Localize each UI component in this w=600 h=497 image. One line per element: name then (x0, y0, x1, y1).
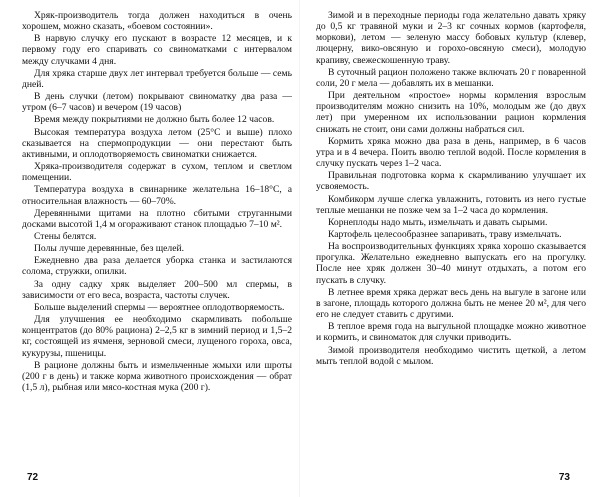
paragraph: Больше выделений спермы — вероятнее оплодотворяемость. (34, 301, 285, 313)
paragraph: Зимой и в переходные периоды года желательно давать хряку до 0,5 кг травяной муки и 2–3 кг сочных кормов (картофеля, моркови), летом — зеленую массу бобовых культур (клевер, люцерну, вико-овсяную и горохо-овсяную смеси), молодую крапиву, свежескошенную траву. (316, 10, 586, 66)
paragraph: Картофель целесообразнее запаривать, траву измельчать. (328, 228, 562, 240)
paragraph: Для хряка старше двух лет интервал требуется больше — семь дней. (22, 67, 292, 90)
paragraph: При деятельном «простое» нормы кормления взрослым производителям можно снизить на 10%, молодым же (до двух лет) при умеренном их использовании рацион кормления снижать не стоит, они сами должны набраться сил. (316, 90, 586, 135)
page-number: 72 (27, 472, 39, 483)
paragraph: В рационе должны быть и измельченные жмыхи или шроты (200 г в день) и также корма животного происхождения — обрат (1,5 л), рыбная или мясо-костная мука (200 г). (22, 359, 292, 393)
paragraph: На воспроизводительных функциях хряка хорошо сказывается прогулка. Желательно ежедневно выпускать его на прогулку. После нее хряк должен 30–40 минут отдыхать, а потом его пускать в случку. (316, 241, 586, 286)
paragraph: Хряка-производителя содержат в сухом, теплом и светлом помещении. (22, 161, 292, 184)
paragraph: За одну садку хряк выделяет 200–500 мл спермы, в зависимости от его веса, возраста, частоты случек. (22, 278, 292, 301)
paragraph: В день случки (летом) покрывают свиноматку два раза — утром (6–7 часов) и вечером (19 часов) (22, 91, 292, 114)
paragraph: Высокая температура воздуха летом (25°С и выше) плохо сказывается на спермопродукции — они перестают быть активными, и оплодотворяемость свиноматки снижается. (22, 126, 292, 160)
paragraph: Кормить хряка можно два раза в день, например, в 6 часов утра и в 4 вечера. Поить вволю теплой водой. После кормления в случку пускать через 1–2 часа. (316, 135, 586, 170)
paragraph: Время между покрытиями не должно быть более 12 часов. (34, 114, 275, 126)
paragraph: Стены белятся. (34, 230, 97, 242)
page-number: 73 (558, 472, 570, 483)
paragraph: Хряк-производитель тогда должен находиться в очень хорошем, можно сказать, «боевом состоянии». (22, 10, 292, 33)
paragraph: Полы лучше деревянные, без щелей. (34, 243, 185, 255)
paragraph: Ежедневно два раза делается уборка станка и застилаются солома, стружки, опилки. (22, 255, 292, 278)
paragraph: Зимой производителя необходимо чистить щеткой, а летом мыть теплой водой с мылом. (316, 344, 586, 367)
paragraph: Комбикорм лучше слегка увлажнить, готовить из него густые теплые мешанки не позже чем за 1–2 часа до кормления. (316, 193, 586, 216)
paragraph: В теплое время года на выгульной площадке можно животное и кормить, и свиноматок для случки приводить. (316, 321, 586, 344)
paragraph: Корнеплоды надо мыть, измельчать и давать сырыми. (328, 216, 548, 228)
paragraph: Правильная подготовка корма к скармливанию улучшает их усвояемость. (316, 170, 586, 193)
paragraph: Деревянными щитами на плотно сбитыми струганными досками высотой 1,4 м огораживают станок площадью 7–10 м². (22, 207, 292, 230)
paragraph: В нарвую случку его пускают в возрасте 12 месяцев, и к первому году его спаривать со свиноматками с интервалом между случками 4 дня. (22, 33, 292, 67)
paragraph: В суточный рацион положено также включать 20 г поваренной соли, 20 г мела — добавлять их в мешанки. (316, 66, 586, 89)
paragraph: Температура воздуха в свинарнике желательна 16–18°С, а относительная влажность — 60–70%. (22, 184, 292, 207)
paragraph: В летнее время хряка держат весь день на выгуле в загоне или в загоне, площадь которого должна быть не менее 20 м², для чего его не следует ставить с другими. (316, 286, 586, 321)
right-page (300, 0, 600, 497)
paragraph: Для улучшения ее необходимо скармливать побольше концентратов (до 80% рациона) 2–2,5 кг в зимний период и 1,5–2 кг, состоящей из ячменя, зерновой смеси, лущеного гороха, овса, кукурузы, пшеницы. (22, 314, 292, 359)
